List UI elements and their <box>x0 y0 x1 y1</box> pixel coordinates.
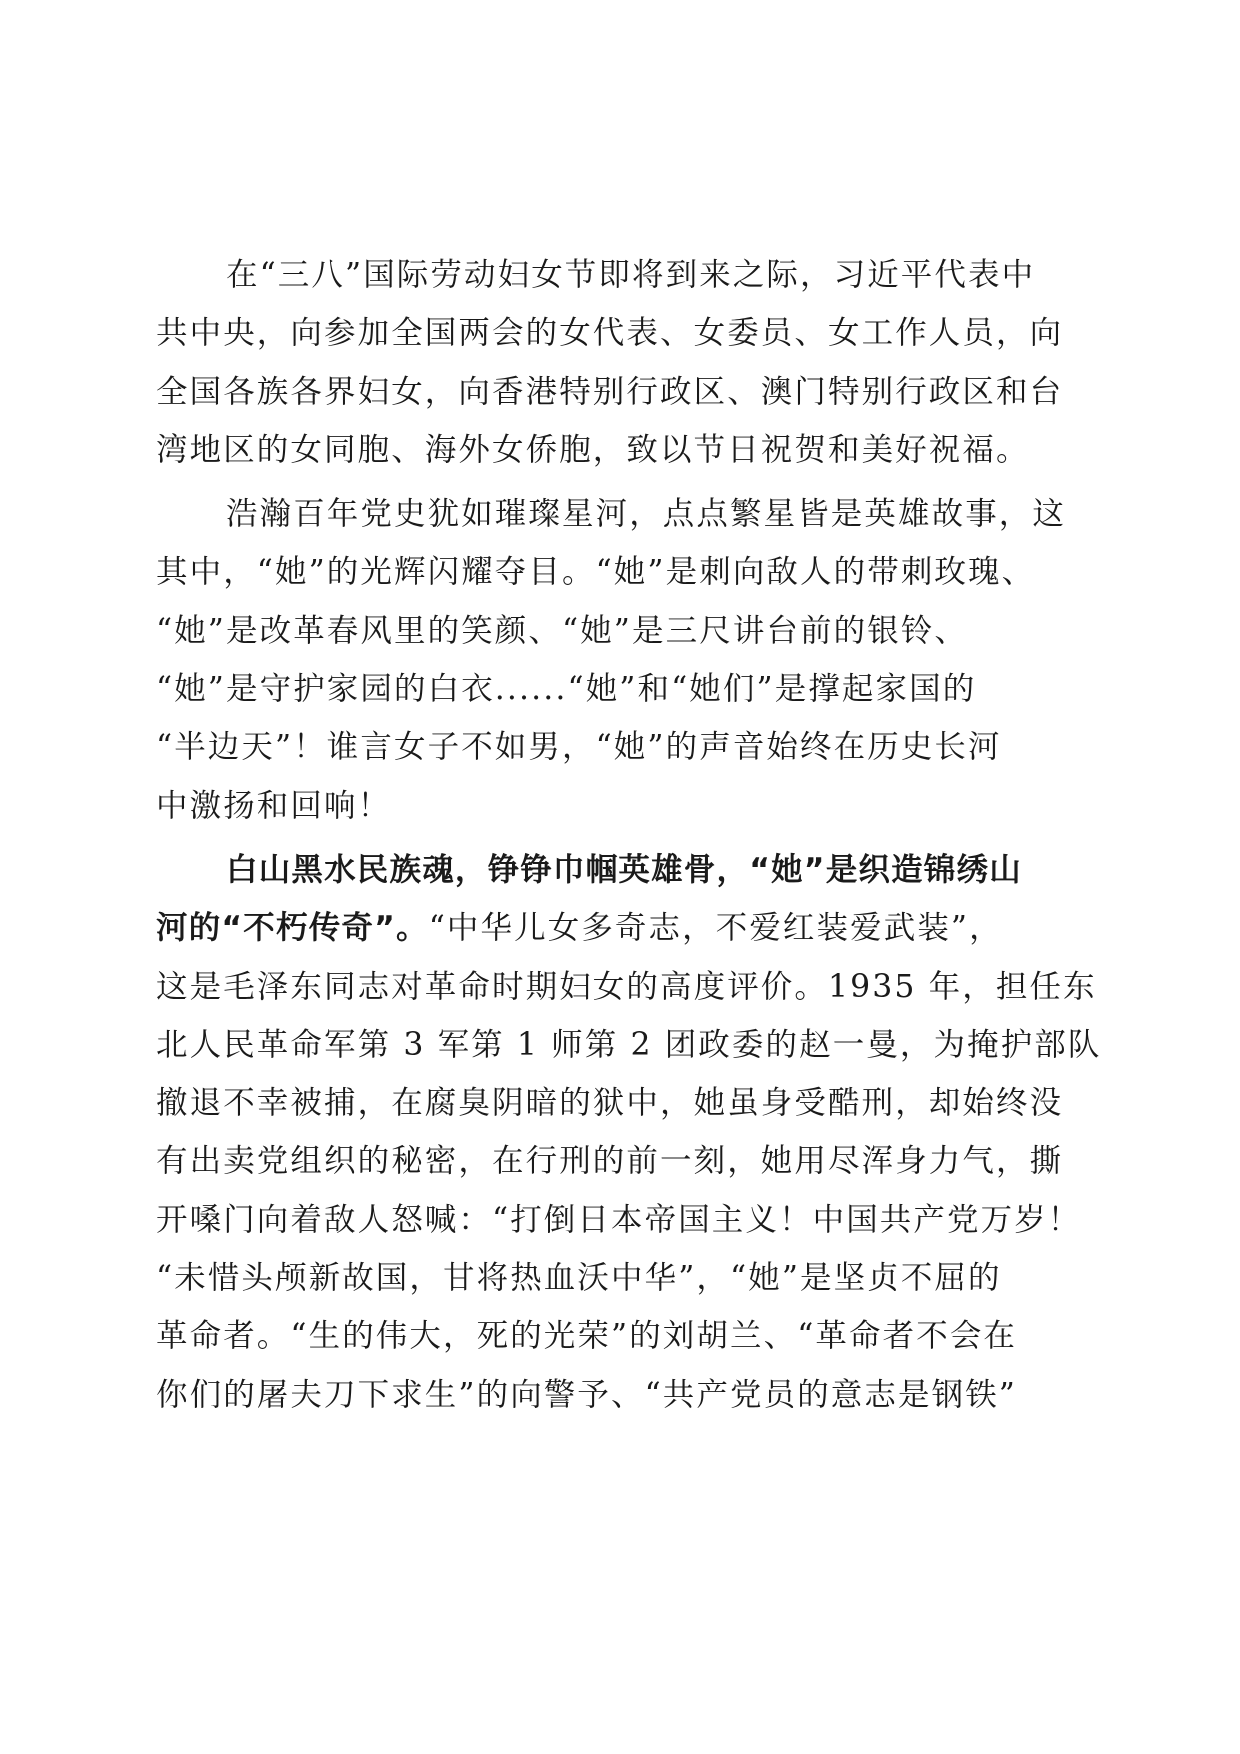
article-body <box>156 246 1102 1424</box>
text-line: 你们的屠夫刀下求生”的向警予、“共产党员的意志是钢铁” <box>156 1376 1018 1413</box>
text-line: 革命者。“生的伟大，死的光荣”的刘胡兰、“革命者不会在 <box>156 1318 1018 1355</box>
text-line: 这是毛泽东同志对革命时期妇女的高度评价。1935 年，担任东 <box>156 968 1097 1005</box>
text-line: 湾地区的女同胞、海外女侨胞，致以节日祝贺和美好祝福。 <box>156 431 1030 468</box>
text-line: “她”是守护家园的白衣......“她”和“她们”是撑起家国的 <box>156 671 977 708</box>
text-line: “半边天”！谁言女子不如男，“她”的声音始终在历史长河 <box>156 729 1002 766</box>
text-line: 有出卖党组织的秘密，在行刑的前一刻，她用尽浑身力气，撕 <box>156 1143 1064 1180</box>
text-line: 撤退不幸被捕，在腐臭阴暗的狱中，她虽身受酷刑，却始终没 <box>156 1085 1064 1122</box>
text-line: “未惜头颅新故国，甘将热血沃中华”，“她”是坚贞不屈的 <box>156 1260 1002 1297</box>
text-line: 中激扬和回响！ <box>156 787 392 824</box>
quote-text: “中华儿女多奇志，不爱红装爱武装”， <box>428 910 1003 947</box>
text-line: “她”是改革春风里的笑颜、“她”是三尺讲台前的银铃、 <box>156 612 969 649</box>
text-line: 全国各族各界妇女，向香港特别行政区、澳门特别行政区和台 <box>156 373 1064 410</box>
text-line: 在“三八”国际劳动妇女节即将到来之际，习近平代表中 <box>226 257 1036 293</box>
text-line: 其中，“她”的光辉闪耀夺目。“她”是刺向敌人的带刺玫瑰、 <box>156 554 1036 591</box>
section-lead-heading: 白山黑水民族魂，铮铮巾帼英雄骨，“她”是织造锦绣山 <box>226 851 1022 888</box>
paragraph-party-history <box>156 485 1067 835</box>
section-lead-heading-continued: 河的“不朽传奇”。 <box>156 910 429 947</box>
paragraph-revolutionary-heroines <box>156 841 1102 1424</box>
paragraph-greeting <box>156 246 1062 479</box>
text-line: 北人民革命军第 3 军第 1 师第 2 团政委的赵一曼，为掩护部队 <box>156 1026 1102 1063</box>
text-line: 浩瀚百年党史犹如璀璨星河，点点繁星皆是英雄故事，这 <box>226 496 1067 533</box>
text-line: 共中央，向参加全国两会的女代表、女委员、女工作人员，向 <box>156 315 1064 352</box>
text-line <box>156 899 1062 957</box>
text-line: 开嗓门向着敌人怒喊：“打倒日本帝国主义！中国共产党万岁！ <box>156 1201 1082 1238</box>
